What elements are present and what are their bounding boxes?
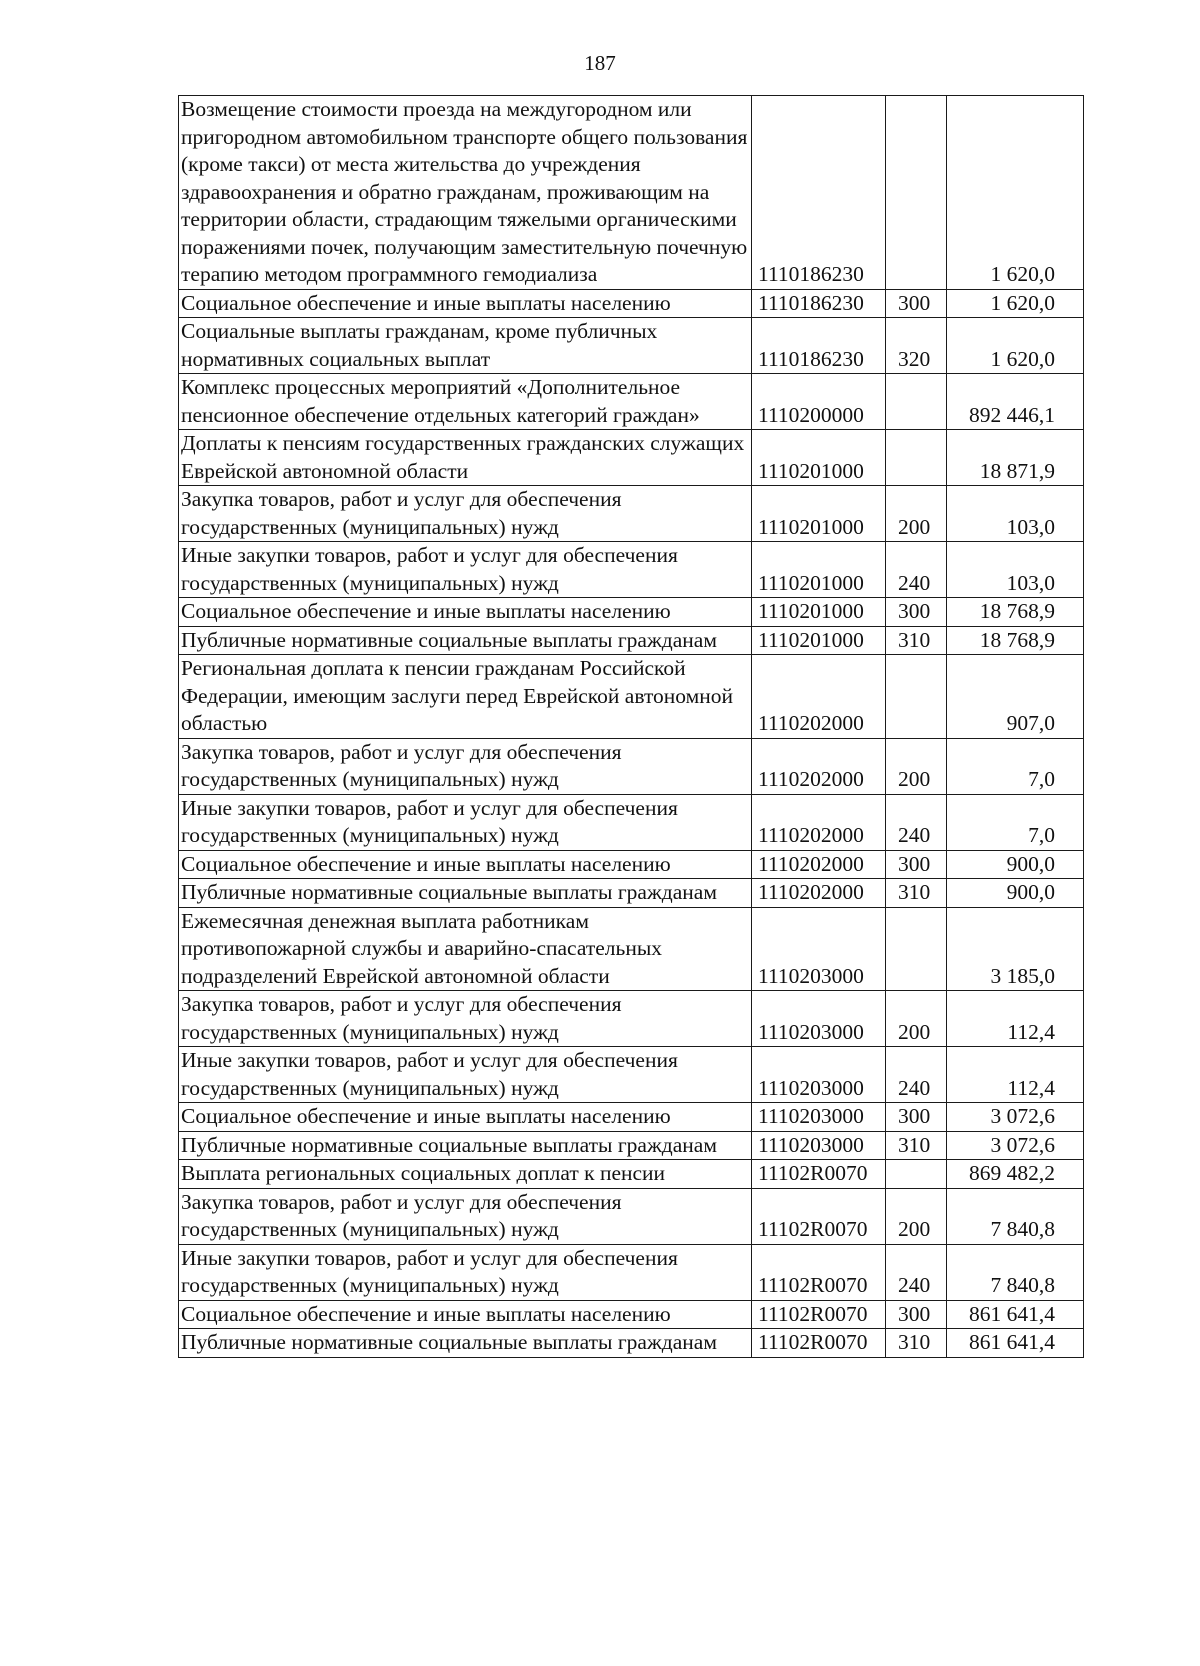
table-cell-amount: 3 072,6: [947, 1131, 1084, 1160]
table-cell-code: 1110203000: [752, 991, 886, 1047]
table-cell-amount: 7,0: [947, 738, 1084, 794]
table-cell-name: Закупка товаров, работ и услуг для обеспечения государственных (муниципальных) нужд: [179, 1188, 752, 1244]
table-cell-name: Социальное обеспечение и иные выплаты населению: [179, 598, 752, 627]
table-cell-code: 1110200000: [752, 374, 886, 430]
table-cell-amount: 103,0: [947, 486, 1084, 542]
table-cell-expense-type: 240: [886, 1047, 947, 1103]
table-cell-amount: 1 620,0: [947, 96, 1084, 290]
table-cell-amount: 18 768,9: [947, 626, 1084, 655]
table-cell-expense-type: 310: [886, 1329, 947, 1358]
table-cell-name: Иные закупки товаров, работ и услуг для обеспечения государственных (муниципальных) нужд: [179, 794, 752, 850]
table-cell-amount: 861 641,4: [947, 1329, 1084, 1358]
table-cell-expense-type: [886, 374, 947, 430]
table-cell-expense-type: 320: [886, 318, 947, 374]
table-cell-expense-type: 300: [886, 598, 947, 627]
table-cell-amount: 18 768,9: [947, 598, 1084, 627]
table-cell-code: 1110202000: [752, 738, 886, 794]
table-cell-code: 1110202000: [752, 655, 886, 739]
table-cell-amount: 1 620,0: [947, 318, 1084, 374]
table-cell-name: Доплаты к пенсиям государственных гражданских служащих Еврейской автономной области: [179, 430, 752, 486]
table-row: [179, 738, 1084, 794]
table-cell-expense-type: 300: [886, 1300, 947, 1329]
table-cell-code: 1110201000: [752, 626, 886, 655]
table-cell-name: Ежемесячная денежная выплата работникам противопожарной службы и аварийно-спасательных подразделений Еврейской автономной области: [179, 907, 752, 991]
table-cell-code: 1110186230: [752, 318, 886, 374]
table-cell-expense-type: 200: [886, 486, 947, 542]
table-cell-code: 1110201000: [752, 598, 886, 627]
table-cell-amount: 103,0: [947, 542, 1084, 598]
table-cell-name: Публичные нормативные социальные выплаты гражданам: [179, 1131, 752, 1160]
table-cell-amount: 892 446,1: [947, 374, 1084, 430]
table-cell-expense-type: 300: [886, 850, 947, 879]
table-cell-expense-type: 240: [886, 1244, 947, 1300]
table-row: [179, 1244, 1084, 1300]
table-cell-amount: 861 641,4: [947, 1300, 1084, 1329]
budget-table: [178, 95, 1084, 1358]
table-cell-name: Социальные выплаты гражданам, кроме публичных нормативных социальных выплат: [179, 318, 752, 374]
table-cell-expense-type: [886, 907, 947, 991]
table-cell-expense-type: [886, 430, 947, 486]
table-row: [179, 289, 1084, 318]
table-cell-name: Социальное обеспечение и иные выплаты населению: [179, 289, 752, 318]
table-cell-code: 1110203000: [752, 907, 886, 991]
table-cell-expense-type: 200: [886, 1188, 947, 1244]
table-cell-name: Закупка товаров, работ и услуг для обеспечения государственных (муниципальных) нужд: [179, 991, 752, 1047]
table-row: [179, 655, 1084, 739]
table-cell-name: Социальное обеспечение и иные выплаты населению: [179, 1300, 752, 1329]
table-cell-amount: 18 871,9: [947, 430, 1084, 486]
table-cell-expense-type: 300: [886, 289, 947, 318]
table-cell-name: Публичные нормативные социальные выплаты гражданам: [179, 1329, 752, 1358]
table-row: [179, 1047, 1084, 1103]
table-cell-amount: 3 185,0: [947, 907, 1084, 991]
table-cell-code: 1110203000: [752, 1103, 886, 1132]
table-cell-name: Закупка товаров, работ и услуг для обеспечения государственных (муниципальных) нужд: [179, 486, 752, 542]
table-cell-expense-type: [886, 1160, 947, 1189]
table-cell-code: 1110201000: [752, 430, 886, 486]
table-cell-amount: 1 620,0: [947, 289, 1084, 318]
table-cell-name: Комплекс процессных мероприятий «Дополнительное пенсионное обеспечение отдельных категорий граждан»: [179, 374, 752, 430]
table-row: [179, 626, 1084, 655]
table-cell-name: Социальное обеспечение и иные выплаты населению: [179, 1103, 752, 1132]
table-cell-code: 11102R0070: [752, 1188, 886, 1244]
table-cell-amount: 7 840,8: [947, 1244, 1084, 1300]
table-cell-code: 1110203000: [752, 1131, 886, 1160]
table-row: [179, 430, 1084, 486]
table-cell-code: 1110186230: [752, 96, 886, 290]
table-cell-expense-type: 310: [886, 1131, 947, 1160]
table-cell-name: Публичные нормативные социальные выплаты гражданам: [179, 626, 752, 655]
table-cell-code: 11102R0070: [752, 1160, 886, 1189]
table-cell-expense-type: [886, 96, 947, 290]
table-cell-name: Иные закупки товаров, работ и услуг для обеспечения государственных (муниципальных) нужд: [179, 542, 752, 598]
table-cell-amount: 907,0: [947, 655, 1084, 739]
table-cell-expense-type: 240: [886, 542, 947, 598]
table-cell-expense-type: 200: [886, 991, 947, 1047]
table-cell-code: 1110201000: [752, 542, 886, 598]
table-cell-amount: 7,0: [947, 794, 1084, 850]
table-row: [179, 794, 1084, 850]
table-cell-amount: 112,4: [947, 1047, 1084, 1103]
table-cell-expense-type: 240: [886, 794, 947, 850]
table-cell-name: Региональная доплата к пенсии гражданам Российской Федерации, имеющим заслуги перед Еврейской автономной областью: [179, 655, 752, 739]
table-row: [179, 907, 1084, 991]
table-cell-expense-type: 310: [886, 879, 947, 908]
table-cell-code: 11102R0070: [752, 1329, 886, 1358]
page-number: 187: [584, 51, 616, 75]
table-row: [179, 879, 1084, 908]
table-cell-code: 1110202000: [752, 879, 886, 908]
table-row: [179, 318, 1084, 374]
table-cell-amount: 900,0: [947, 879, 1084, 908]
table-cell-amount: 112,4: [947, 991, 1084, 1047]
table-row: [179, 1160, 1084, 1189]
table-cell-name: Иные закупки товаров, работ и услуг для обеспечения государственных (муниципальных) нужд: [179, 1047, 752, 1103]
table-cell-code: 11102R0070: [752, 1244, 886, 1300]
table-cell-code: 1110203000: [752, 1047, 886, 1103]
table-row: [179, 542, 1084, 598]
table-cell-name: Иные закупки товаров, работ и услуг для обеспечения государственных (муниципальных) нужд: [179, 1244, 752, 1300]
table-cell-amount: 3 072,6: [947, 1103, 1084, 1132]
table-cell-code: 1110202000: [752, 850, 886, 879]
table-row: [179, 374, 1084, 430]
table-cell-name: Возмещение стоимости проезда на междугородном или пригородном автомобильном транспорте общего пользования (кроме такси) от места жительства до учреждения здравоохранения и обратно гражданам, проживающим на территории области, страдающим тяжелыми органическими поражениями почек, получающим заместительную почечную терапию методом программного гемодиализа: [179, 96, 752, 290]
table-cell-expense-type: 300: [886, 1103, 947, 1132]
budget-table-body: [179, 96, 1084, 1358]
table-cell-name: Выплата региональных социальных доплат к пенсии: [179, 1160, 752, 1189]
table-cell-name: Социальное обеспечение и иные выплаты населению: [179, 850, 752, 879]
table-row: [179, 598, 1084, 627]
table-row: [179, 486, 1084, 542]
table-row: [179, 96, 1084, 290]
table-cell-code: 11102R0070: [752, 1300, 886, 1329]
table-cell-code: 1110186230: [752, 289, 886, 318]
table-row: [179, 991, 1084, 1047]
table-cell-expense-type: [886, 655, 947, 739]
table-row: [179, 1103, 1084, 1132]
table-row: [179, 1329, 1084, 1358]
table-cell-amount: 869 482,2: [947, 1160, 1084, 1189]
table-row: [179, 1131, 1084, 1160]
table-row: [179, 850, 1084, 879]
table-cell-code: 1110202000: [752, 794, 886, 850]
table-row: [179, 1300, 1084, 1329]
table-cell-expense-type: 200: [886, 738, 947, 794]
table-cell-amount: 7 840,8: [947, 1188, 1084, 1244]
table-cell-name: Публичные нормативные социальные выплаты гражданам: [179, 879, 752, 908]
table-row: [179, 1188, 1084, 1244]
table-cell-code: 1110201000: [752, 486, 886, 542]
table-cell-name: Закупка товаров, работ и услуг для обеспечения государственных (муниципальных) нужд: [179, 738, 752, 794]
table-cell-expense-type: 310: [886, 626, 947, 655]
table-cell-amount: 900,0: [947, 850, 1084, 879]
